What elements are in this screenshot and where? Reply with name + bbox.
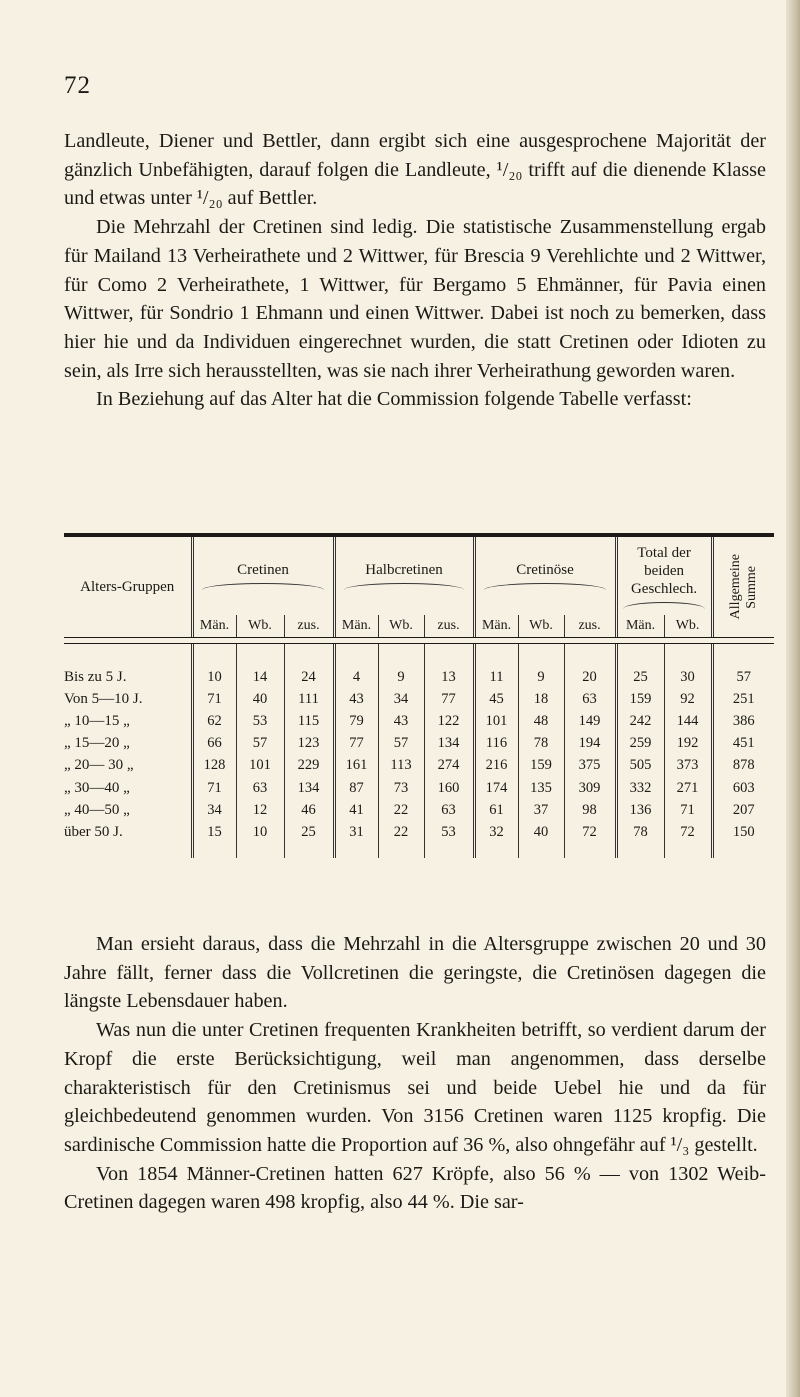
table-cell: 43: [378, 710, 424, 732]
subheader-wb: Wb.: [518, 615, 564, 637]
table-cell: 98: [564, 799, 616, 821]
row-label: „ 30—40 „: [64, 779, 130, 796]
table-cell: 25: [616, 666, 664, 688]
table-cell: 192: [664, 733, 712, 755]
table-cell: 40: [236, 688, 284, 710]
table-cell: 13: [424, 666, 474, 688]
subheader-zus: zus.: [564, 615, 616, 637]
age-table-body: [64, 644, 774, 858]
table-row: [64, 821, 774, 843]
table-cell: 57: [236, 733, 284, 755]
subheader-zus: zus.: [284, 615, 334, 637]
table-cell: 22: [378, 799, 424, 821]
table-cell: 11: [474, 666, 518, 688]
header-age-groups: Alters-Gruppen: [80, 578, 175, 595]
table-cell: 134: [284, 777, 334, 799]
table-cell: 87: [334, 777, 378, 799]
table-row: [64, 777, 774, 799]
table-cell: 251: [712, 688, 774, 710]
subheader-man: Män.: [474, 615, 518, 637]
table-cell: 603: [712, 777, 774, 799]
table-cell: 160: [424, 777, 474, 799]
table-cell: 45: [474, 688, 518, 710]
table-cell: 48: [518, 710, 564, 732]
table-cell: 207: [712, 799, 774, 821]
table-cell: 15: [192, 821, 236, 843]
table-cell: 149: [564, 710, 616, 732]
table-cell: 136: [616, 799, 664, 821]
table-cell: 271: [664, 777, 712, 799]
page-number: 72: [64, 72, 91, 99]
table-cell: 66: [192, 733, 236, 755]
table-row: [64, 666, 774, 688]
table-cell: 386: [712, 710, 774, 732]
paragraph: Die Mehrzahl der Cretinen sind ledig. Die statistische Zusammenstellung ergab für Mailand 13 Verheirathete und 2 Wittwer, für Brescia 9 Verehlichte und 2 Wittwer, für Como 2 Verheirathete, 1 Wittwer, für Bergamo 5 Ehmänner, für Pavia einen Wittwer, für Sondrio 1 Ehmann und einen Wittwer. Dabei ist noch zu bemerken, dass hier hie und da Individuen eingerechnet wurden, die statt Cretinen oder Idioten zu sein, als Irre sich herausstellten, was sie nach ihrer Verheirathung geworden waren.: [64, 216, 766, 382]
subheader-man: Män.: [616, 615, 664, 637]
table-cell: 101: [474, 710, 518, 732]
table-cell: 43: [334, 688, 378, 710]
table-cell: 216: [474, 755, 518, 777]
table-header-rule: [64, 637, 774, 644]
table-cell: 14: [236, 666, 284, 688]
table-cell: 41: [334, 799, 378, 821]
table-row: [64, 710, 774, 732]
table-cell: 61: [474, 799, 518, 821]
table-cell: 12: [236, 799, 284, 821]
paragraph: Landleute, Diener und Bettler, dann ergibt sich eine ausgesprochene Majorität der gänzlich Unbefähigten, darauf folgen die Landleute, ¹/₂₀ trifft auf die dienende Klasse und etwas unter ¹/₂₀ auf Bettler.: [64, 130, 766, 210]
table-cell: 57: [712, 666, 774, 688]
table-cell: 63: [424, 799, 474, 821]
table-cell: 72: [664, 821, 712, 843]
table-cell: 135: [518, 777, 564, 799]
table-header-row: [64, 537, 774, 615]
table-cell: 46: [284, 799, 334, 821]
table-cell: 242: [616, 710, 664, 732]
table-cell: 20: [564, 666, 616, 688]
header-summe: Allgemeine Summe: [712, 537, 774, 637]
table-cell: 77: [334, 733, 378, 755]
table-cell: 134: [424, 733, 474, 755]
table-cell: 116: [474, 733, 518, 755]
table-cell: 150: [712, 821, 774, 843]
table-cell: 25: [284, 821, 334, 843]
table-cell: 10: [192, 666, 236, 688]
header-cretinoese: Cretinöse: [474, 537, 616, 615]
paragraph: Was nun die unter Cretinen frequenten Krankheiten betrifft, so verdient darum der Kropf die erste Berücksichtigung, weil man angenommen, dass derselbe charakteristisch für den Cretinismus sei und beide Uebel hie und da für gleichbedeutend genommen wurden. Von 3156 Cretinen waren 1125 kropfig. Die sardinische Commission hatte die Proportion auf 36 %, also ohngefähr auf ¹/₃ gestellt.: [64, 1019, 766, 1156]
row-label: „ 20— 30 „: [64, 757, 134, 774]
table-cell: 53: [424, 821, 474, 843]
subheader-wb: Wb.: [378, 615, 424, 637]
table-cell: 4: [334, 666, 378, 688]
table-cell: 111: [284, 688, 334, 710]
row-label: „ 40—50 „: [64, 801, 130, 818]
table-cell: 373: [664, 755, 712, 777]
table-cell: 73: [378, 777, 424, 799]
table-cell: 72: [564, 821, 616, 843]
table-cell: 10: [236, 821, 284, 843]
table-cell: 115: [284, 710, 334, 732]
table-cell: 71: [192, 688, 236, 710]
header-cretinen: Cretinen: [192, 537, 334, 615]
table-cell: 32: [474, 821, 518, 843]
table-spacer-row: [64, 644, 774, 666]
row-label: Von 5—10 J.: [64, 690, 143, 707]
table-cell: 309: [564, 777, 616, 799]
row-label: über 50 J.: [64, 823, 123, 840]
table-cell: 101: [236, 755, 284, 777]
table-cell: 174: [474, 777, 518, 799]
table-cell: 79: [334, 710, 378, 732]
table-cell: 53: [236, 710, 284, 732]
table-row: [64, 733, 774, 755]
table-cell: 24: [284, 666, 334, 688]
table-cell: 375: [564, 755, 616, 777]
row-label: „ 15—20 „: [64, 735, 130, 752]
age-table-grid: [64, 537, 774, 637]
table-row: [64, 688, 774, 710]
subheader-man: Män.: [192, 615, 236, 637]
table-cell: 40: [518, 821, 564, 843]
paragraph: In Beziehung auf das Alter hat die Commission folgende Tabelle verfasst:: [96, 388, 692, 411]
subheader-zus: zus.: [424, 615, 474, 637]
table-cell: 122: [424, 710, 474, 732]
subheader-wb: Wb.: [664, 615, 712, 637]
table-cell: 71: [192, 777, 236, 799]
table-cell: 57: [378, 733, 424, 755]
table-cell: 30: [664, 666, 712, 688]
subheader-man: Män.: [334, 615, 378, 637]
table-cell: 274: [424, 755, 474, 777]
table-cell: 229: [284, 755, 334, 777]
table-spacer-row: [64, 844, 774, 858]
table-cell: 123: [284, 733, 334, 755]
header-total: Total der beiden Geschlech.: [616, 537, 712, 615]
age-table: [64, 533, 774, 858]
row-label: Bis zu 5 J.: [64, 668, 127, 685]
paragraph: Von 1854 Männer-Cretinen hatten 627 Kröpfe, also 56 % — von 1302 Weib-Cretinen dagegen waren 498 kropfig, also 44 %. Die sar-: [64, 1162, 766, 1214]
page-edge: [786, 0, 800, 1397]
table-cell: 505: [616, 755, 664, 777]
table-cell: 18: [518, 688, 564, 710]
table-cell: 159: [518, 755, 564, 777]
table-cell: 63: [236, 777, 284, 799]
top-text: [64, 127, 766, 414]
table-cell: 878: [712, 755, 774, 777]
table-cell: 71: [664, 799, 712, 821]
table-cell: 31: [334, 821, 378, 843]
table-cell: 161: [334, 755, 378, 777]
table-cell: 128: [192, 755, 236, 777]
table-cell: 113: [378, 755, 424, 777]
table-cell: 78: [616, 821, 664, 843]
table-cell: 34: [378, 688, 424, 710]
table-row: [64, 755, 774, 777]
table-cell: 194: [564, 733, 616, 755]
bottom-text: [64, 930, 766, 1217]
table-cell: 78: [518, 733, 564, 755]
table-cell: 92: [664, 688, 712, 710]
table-cell: 144: [664, 710, 712, 732]
table-cell: 22: [378, 821, 424, 843]
paragraph: Man ersieht daraus, dass die Mehrzahl in die Altersgruppe zwischen 20 und 30 Jahre fällt, ferner dass die Vollcretinen die geringste, die Cretinösen dagegen die längste Lebensdauer haben.: [64, 933, 766, 1013]
table-cell: 159: [616, 688, 664, 710]
table-cell: 62: [192, 710, 236, 732]
header-halbcretinen: Halbcretinen: [334, 537, 474, 615]
subheader-wb: Wb.: [236, 615, 284, 637]
table-cell: 259: [616, 733, 664, 755]
table-cell: 77: [424, 688, 474, 710]
table-cell: 332: [616, 777, 664, 799]
table-cell: 9: [518, 666, 564, 688]
row-label: „ 10—15 „: [64, 712, 130, 729]
table-cell: 34: [192, 799, 236, 821]
table-cell: 451: [712, 733, 774, 755]
table-cell: 37: [518, 799, 564, 821]
table-cell: 9: [378, 666, 424, 688]
table-row: [64, 799, 774, 821]
table-cell: 63: [564, 688, 616, 710]
